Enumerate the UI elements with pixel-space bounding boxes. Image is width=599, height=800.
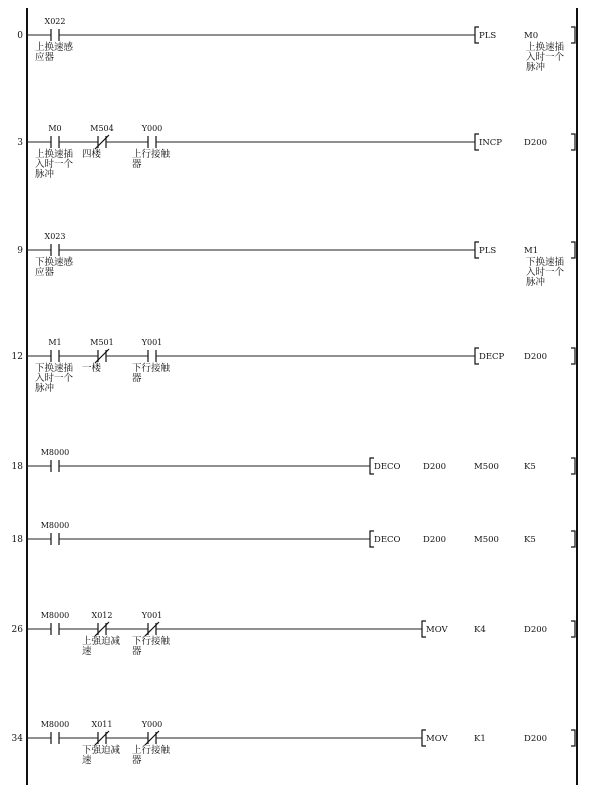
contact-comment: 上换速插	[35, 149, 74, 160]
contact-comment: 下强迫减	[82, 745, 121, 756]
rungs	[12, 17, 575, 766]
instruction-bracket-right	[571, 730, 575, 746]
contact-device-label: M504	[90, 124, 114, 133]
instruction-operand: D200	[423, 462, 447, 472]
instruction-operand: K5	[524, 462, 536, 472]
instruction-opcode: MOV	[426, 625, 448, 635]
instruction-opcode: DECO	[374, 535, 401, 545]
no-contact	[51, 732, 59, 744]
instruction-opcode: DECO	[374, 462, 401, 472]
instruction-bracket-right	[571, 134, 575, 150]
contact-comment: 脉冲	[35, 383, 55, 394]
contact-device-label: M8000	[40, 611, 70, 620]
instruction-opcode: MOV	[426, 734, 448, 744]
contact-comment: 下换速感	[35, 257, 74, 268]
step-number: 9	[17, 246, 23, 256]
contact-comment: 一楼	[82, 363, 102, 374]
instruction-operand: K5	[524, 535, 536, 545]
instruction-operand: D200	[524, 138, 548, 148]
rung	[17, 124, 575, 180]
rung	[12, 448, 575, 474]
contact-device-label: X012	[91, 611, 113, 620]
contact-comment: 下行接触	[132, 636, 171, 647]
step-number: 3	[17, 138, 23, 148]
instruction-operand: D200	[524, 734, 548, 744]
contact-device-label: M8000	[40, 720, 70, 729]
contact-device-label: M501	[90, 338, 114, 347]
step-number: 18	[11, 462, 23, 472]
contact-device-label: M8000	[40, 448, 70, 457]
instruction-operand: D200	[423, 535, 447, 545]
step-number: 34	[11, 734, 23, 744]
instruction-opcode: INCP	[479, 138, 503, 148]
operand-comment: 脉冲	[526, 277, 546, 288]
contact-comment: 器	[132, 159, 142, 170]
operand-comment: 入时一个	[526, 267, 565, 278]
contact-comment: 上换速感	[35, 42, 74, 53]
contact-comment: 速	[82, 755, 92, 766]
no-contact	[51, 244, 59, 256]
instruction-opcode: DECP	[479, 352, 505, 362]
contact-comment: 入时一个	[35, 159, 74, 170]
instruction-bracket-right	[571, 348, 575, 364]
instruction-bracket-right	[571, 242, 575, 258]
no-contact	[148, 350, 156, 362]
contact-device-label: M8000	[40, 521, 70, 530]
instruction-operand: M0	[524, 31, 539, 41]
instruction-operand: M1	[524, 246, 539, 256]
step-number: 12	[11, 352, 23, 362]
no-contact	[148, 136, 156, 148]
no-contact	[51, 136, 59, 148]
contact-comment: 上行接触	[132, 745, 171, 756]
no-contact	[51, 460, 59, 472]
instruction-bracket-right	[571, 531, 575, 547]
step-number: 26	[11, 625, 23, 635]
contact-comment: 应器	[35, 52, 55, 63]
rung	[12, 338, 575, 394]
contact-comment: 下行接触	[132, 363, 171, 374]
operand-comment: 入时一个	[526, 52, 565, 63]
instruction-bracket-right	[571, 27, 575, 43]
instruction-operand: K1	[474, 734, 486, 744]
contact-device-label: Y000	[141, 124, 163, 133]
instruction-operand: K4	[474, 625, 486, 635]
step-number: 18	[11, 535, 23, 545]
no-contact	[51, 350, 59, 362]
contact-comment: 应器	[35, 267, 55, 278]
contact-comment: 入时一个	[35, 373, 74, 384]
no-contact	[51, 623, 59, 635]
rung	[17, 17, 575, 73]
instruction-bracket-right	[571, 458, 575, 474]
contact-device-label: Y001	[141, 611, 163, 620]
operand-comment: 上换速插	[526, 42, 565, 53]
instruction-opcode: PLS	[479, 31, 497, 41]
contact-comment: 下换速插	[35, 363, 74, 374]
rung	[17, 232, 575, 288]
instruction-operand: D200	[524, 352, 548, 362]
instruction-bracket-right	[571, 621, 575, 637]
no-contact	[51, 533, 59, 545]
contact-comment: 速	[82, 646, 92, 657]
contact-device-label: Y001	[141, 338, 163, 347]
contact-device-label: X011	[91, 720, 113, 729]
instruction-operand: M500	[474, 535, 499, 545]
no-contact	[51, 29, 59, 41]
contact-device-label: X022	[44, 17, 66, 26]
contact-comment: 四楼	[82, 149, 102, 160]
operand-comment: 下换速插	[526, 257, 565, 268]
contact-device-label: Y000	[141, 720, 163, 729]
instruction-opcode: PLS	[479, 246, 497, 256]
contact-device-label: X023	[44, 232, 66, 241]
instruction-operand: D200	[524, 625, 548, 635]
contact-comment: 器	[132, 646, 142, 657]
instruction-operand: M500	[474, 462, 499, 472]
rung	[12, 611, 575, 657]
contact-device-label: M1	[48, 338, 62, 347]
rung	[12, 720, 575, 766]
contact-device-label: M0	[48, 124, 62, 133]
contact-comment: 上行接触	[132, 149, 171, 160]
contact-comment: 器	[132, 373, 142, 384]
contact-comment: 上强迫减	[82, 636, 121, 647]
contact-comment: 器	[132, 755, 142, 766]
operand-comment: 脉冲	[526, 62, 546, 73]
contact-comment: 脉冲	[35, 169, 55, 180]
step-number: 0	[17, 31, 23, 41]
rung	[12, 521, 575, 547]
